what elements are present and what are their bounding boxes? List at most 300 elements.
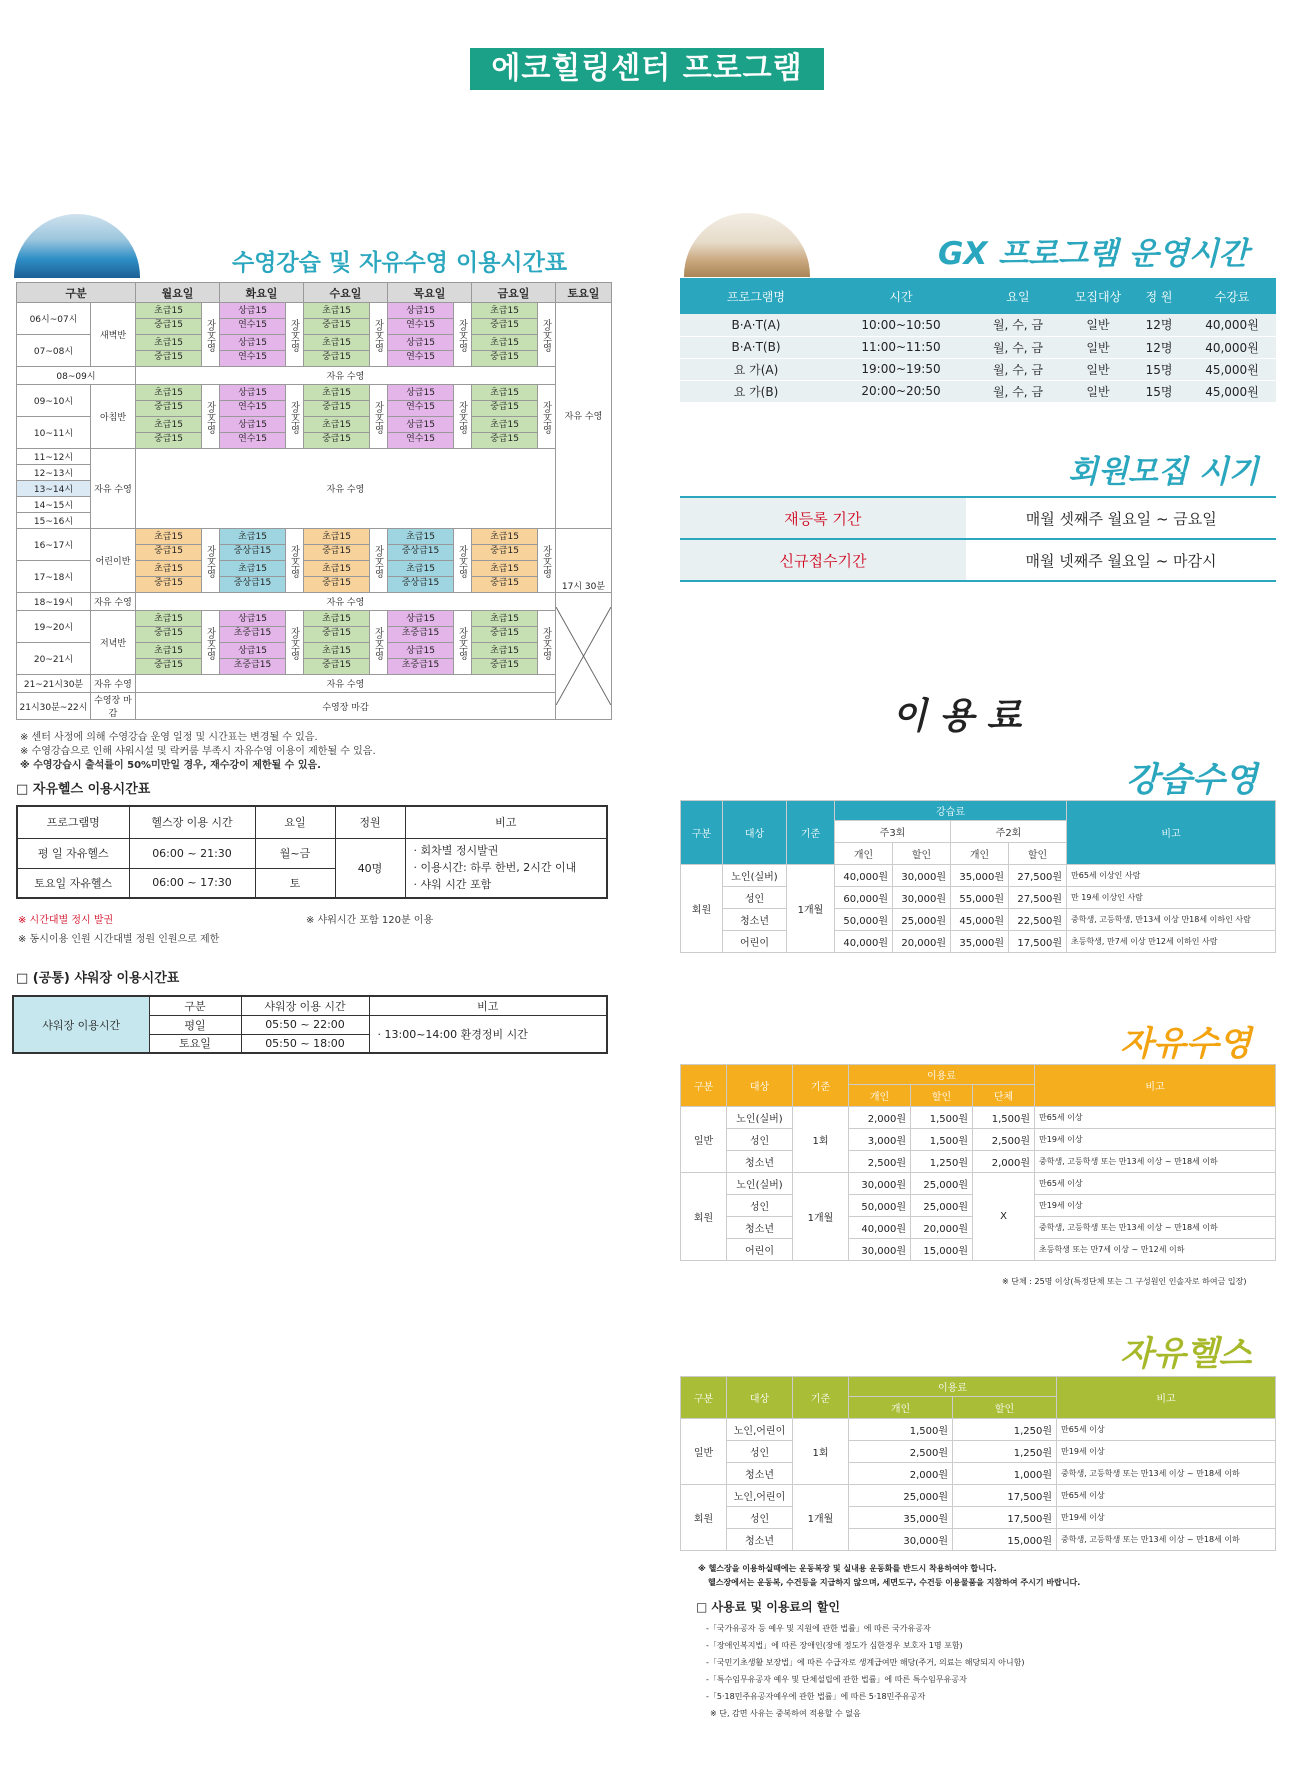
fee-note: 초등학생 또는 만7세 이상 ~ 만12세 이하 <box>1035 1239 1276 1261</box>
fee-note: 중학생, 고등학생 또는 만13세 이상 ~ 만18세 이하 <box>1057 1529 1276 1551</box>
fee-subhead: 할인 <box>1009 843 1067 865</box>
fee-head: 대상 <box>727 1377 793 1419</box>
fee-note: 초등학생, 만7세 이상 만12세 이하인 사람 <box>1067 931 1276 953</box>
free-swim-vertical: 자유수영 <box>286 303 304 367</box>
discount-item: -「특수임무유공자 예우 및 단체설립에 관한 법률」에 따른 특수임무유공자 <box>706 1675 967 1684</box>
health-head: 프로그램명 <box>17 806 129 838</box>
fee-target: 어린이 <box>723 931 787 953</box>
saturday-free-swim: 자유 수영 <box>556 303 612 529</box>
fee-note: 만65세 이상 <box>1057 1485 1276 1507</box>
freehealth-note: 헬스장에서는 운동복, 수건등을 지급하지 않으며, 세면도구, 수건등 이용물품을 지참하여 주시기 바랍니다. <box>708 1578 1081 1587</box>
fee-target: 어린이 <box>727 1239 793 1261</box>
fee-head: 기준 <box>793 1377 849 1419</box>
health-remark: · 회차별 정시발권 <box>413 844 499 858</box>
shower-label: 샤워장 이용시간 <box>13 996 149 1053</box>
swim-title: 수영강습 및 자유수영 이용시간표 <box>232 250 568 276</box>
gx-cell: 45,000원 <box>1188 380 1276 402</box>
lesson-level: 초급15 <box>490 646 519 656</box>
lesson-cell <box>388 303 454 335</box>
fee-note: 만19세 이상 <box>1035 1195 1276 1217</box>
discount-title: □ 사용료 및 이용료의 할인 <box>696 1600 840 1614</box>
lesson-level: 초급15 <box>154 306 183 316</box>
freehealth-title: 자유헬스 <box>1120 1334 1252 1374</box>
lesson-level: 연수15 <box>388 350 453 364</box>
lesson-level: 중급15 <box>136 400 201 414</box>
freeswim-title: 자유수영 <box>1120 1024 1252 1064</box>
saturday-end-time: 17시 30분 <box>556 529 612 593</box>
lesson-cell <box>220 529 286 561</box>
fee-amount: 20,000원 <box>893 931 951 953</box>
fee-target: 성인 <box>727 1507 793 1529</box>
lesson-level: 초중급15 <box>388 626 453 640</box>
gx-cell: 12명 <box>1130 314 1188 336</box>
lesson-fee-table <box>680 800 1276 953</box>
gx-cell: 월, 수, 금 <box>970 380 1066 402</box>
lesson-level: 초급15 <box>406 532 435 542</box>
lesson-cell <box>304 611 370 643</box>
lesson-level: 중급15 <box>304 432 369 446</box>
free-swim-vertical: 자유수영 <box>454 303 472 367</box>
fee-amount: 22,500원 <box>1009 909 1067 931</box>
pool-close-cell: 수영장 마감 <box>136 693 556 720</box>
lesson-cell <box>388 643 454 675</box>
lesson-level: 중급15 <box>136 432 201 446</box>
lesson-level: 중급15 <box>472 626 537 640</box>
fee-subhead: 개인 <box>849 1085 911 1107</box>
fee-group: 일반 <box>681 1107 727 1173</box>
lesson-cell <box>472 561 538 593</box>
fee-amount: 3,000원 <box>849 1129 911 1151</box>
fee-amount: 27,500원 <box>1009 887 1067 909</box>
class-group: 어린이반 <box>91 529 136 593</box>
swim-note: ※ 수영강습으로 인해 샤워시설 및 락커룸 부족시 자유수영 이용이 제한될 수 있음. <box>20 746 376 757</box>
lesson-level: 초급15 <box>322 646 351 656</box>
fee-amount: 30,000원 <box>893 865 951 887</box>
gx-cell: 20:00~20:50 <box>832 380 970 402</box>
fee-target: 성인 <box>727 1441 793 1463</box>
free-swim-vertical: 자유수영 <box>538 611 556 675</box>
fee-amount: 35,000원 <box>951 931 1009 953</box>
fee-amount: 40,000원 <box>849 1217 911 1239</box>
gx-head: 정 원 <box>1130 278 1188 314</box>
lesson-level: 초급15 <box>154 388 183 398</box>
fee-amount: 45,000원 <box>951 909 1009 931</box>
recruit-table <box>680 496 1276 582</box>
swim-note: ※ 수영강습시 출석률이 50%미만일 경우, 재수강이 제한될 수 있음. <box>20 760 321 771</box>
time-slot: 09~10시 <box>17 385 91 417</box>
lesson-cell <box>472 643 538 675</box>
swim-schedule-table <box>16 282 612 720</box>
lesson-level: 초급15 <box>238 564 267 574</box>
fee-group: 일반 <box>681 1419 727 1485</box>
health-cell: 06:00 ~ 17:30 <box>129 868 255 898</box>
health-head: 요일 <box>255 806 335 838</box>
gx-cell: 40,000원 <box>1188 314 1276 336</box>
fee-head: 이용료 <box>849 1377 1057 1397</box>
fee-target: 청소년 <box>727 1217 793 1239</box>
recruit-label: 재등록 기간 <box>680 497 966 539</box>
health-head: 헬스장 이용 시간 <box>129 806 255 838</box>
health-capacity: 40명 <box>335 838 405 898</box>
fee-na: X <box>973 1173 1035 1261</box>
lesson-cell <box>136 417 202 449</box>
time-slot: 20~21시 <box>17 643 91 675</box>
health-note: ※ 시간대별 정시 발권 <box>18 915 114 926</box>
fee-subhead: 단체 <box>973 1085 1035 1107</box>
gx-cell: 11:00~11:50 <box>832 336 970 358</box>
lesson-level: 중급15 <box>304 658 369 672</box>
schedule-head: 월요일 <box>136 283 220 303</box>
fee-head: 기준 <box>787 801 835 865</box>
fee-note: 만65세 이상 <box>1035 1173 1276 1195</box>
lesson-level: 연수15 <box>220 400 285 414</box>
lesson-cell <box>136 611 202 643</box>
lesson-level: 중급15 <box>304 544 369 558</box>
fee-amount: 35,000원 <box>849 1507 953 1529</box>
gx-head: 수강료 <box>1188 278 1276 314</box>
lesson-level: 초급15 <box>154 614 183 624</box>
lesson-cell <box>472 611 538 643</box>
time-slot: 06시~07시 <box>17 303 91 335</box>
gx-cell: 15명 <box>1130 358 1188 380</box>
gx-cell: 45,000원 <box>1188 358 1276 380</box>
page-title: 에코힐링센터 프로그램 <box>470 48 824 90</box>
schedule-head: 수요일 <box>304 283 388 303</box>
lesson-cell <box>304 335 370 367</box>
schedule-head: 화요일 <box>220 283 304 303</box>
shower-remark: · 13:00~14:00 환경정비 시간 <box>369 1015 607 1053</box>
free-swim-vertical: 자유수영 <box>454 385 472 449</box>
swim-note: ※ 센터 사정에 의해 수영강습 운영 일정 및 시간표는 변경될 수 있음. <box>20 732 318 743</box>
shower-cell: 평일 <box>149 1015 241 1034</box>
fee-amount: 17,500원 <box>953 1485 1057 1507</box>
lesson-cell <box>136 561 202 593</box>
lesson-cell <box>388 561 454 593</box>
lesson-level: 초급15 <box>322 388 351 398</box>
fee-amount: 1,500원 <box>849 1419 953 1441</box>
lesson-level: 초급15 <box>490 532 519 542</box>
fee-amount: 50,000원 <box>849 1195 911 1217</box>
class-group: 저녁반 <box>91 611 136 675</box>
gx-cell: 월, 수, 금 <box>970 314 1066 336</box>
lesson-cell <box>304 303 370 335</box>
discount-item: -「국민기초생활 보장법」에 따른 수급자로 생계급여만 해당(주거, 의료는 해당되지 아니함) <box>706 1658 1025 1667</box>
gx-head: 프로그램명 <box>680 278 832 314</box>
fee-head: 비고 <box>1067 801 1276 865</box>
lesson-level: 중급15 <box>472 400 537 414</box>
gx-photo <box>684 213 810 277</box>
lesson-level: 중급15 <box>472 576 537 590</box>
shower-head: 구분 <box>149 996 241 1015</box>
lesson-title: 강습수영 <box>1126 760 1258 800</box>
lesson-level: 초급15 <box>322 338 351 348</box>
fee-target: 청소년 <box>727 1463 793 1485</box>
lesson-level: 중급15 <box>472 318 537 332</box>
fee-amount: 1,500원 <box>911 1107 973 1129</box>
health-cell: 평 일 자유헬스 <box>17 838 129 868</box>
fee-amount: 30,000원 <box>893 887 951 909</box>
freeswim-fee-table <box>680 1064 1276 1261</box>
fee-amount: 15,000원 <box>953 1529 1057 1551</box>
lesson-level: 상급15 <box>238 306 267 316</box>
class-group: 자유 수영 <box>91 449 136 529</box>
fee-amount: 25,000원 <box>911 1173 973 1195</box>
fee-head: 대상 <box>723 801 787 865</box>
class-group: 새벽반 <box>91 303 136 367</box>
lesson-level: 연수15 <box>388 432 453 446</box>
class-group: 자유 수영 <box>91 593 136 611</box>
fee-amount: 30,000원 <box>849 1239 911 1261</box>
gx-head: 모집대상 <box>1066 278 1130 314</box>
fee-note: 만19세 이상 <box>1057 1507 1276 1529</box>
lesson-level: 상급15 <box>238 614 267 624</box>
free-swim-vertical: 자유수영 <box>454 611 472 675</box>
health-remark: · 샤워 시간 포함 <box>413 878 492 892</box>
lesson-cell <box>304 385 370 417</box>
fee-amount: 35,000원 <box>951 865 1009 887</box>
fee-subhead: 개인 <box>951 843 1009 865</box>
lesson-level: 초급15 <box>490 614 519 624</box>
schedule-head: 금요일 <box>472 283 556 303</box>
lesson-level: 상급15 <box>238 338 267 348</box>
free-swim-vertical: 자유수영 <box>538 529 556 593</box>
gx-cell: 일반 <box>1066 336 1130 358</box>
fees-title: 이 용 료 <box>892 696 1022 737</box>
closed-cross <box>556 593 612 720</box>
lesson-level: 초급15 <box>322 420 351 430</box>
schedule-head: 구분 <box>17 283 136 303</box>
lesson-level: 상급15 <box>406 388 435 398</box>
lesson-level: 초급15 <box>322 532 351 542</box>
health-cell: 06:00 ~ 21:30 <box>129 838 255 868</box>
free-swim-vertical: 자유수영 <box>286 385 304 449</box>
recruit-title: 회원모집 시기 <box>1068 454 1259 490</box>
lesson-level: 초급15 <box>322 614 351 624</box>
fee-amount: 55,000원 <box>951 887 1009 909</box>
fee-amount: 2,500원 <box>849 1441 953 1463</box>
fee-note: 만19세 이상 <box>1035 1129 1276 1151</box>
free-swim-vertical: 자유수영 <box>202 303 220 367</box>
lesson-level: 중급15 <box>304 400 369 414</box>
lesson-level: 초중급15 <box>388 658 453 672</box>
freehealth-notes <box>698 1562 1080 1590</box>
lesson-cell <box>136 529 202 561</box>
fee-amount: 2,000원 <box>849 1107 911 1129</box>
freehealth-fee-table <box>680 1376 1276 1551</box>
lesson-level: 중상급15 <box>220 576 285 590</box>
fee-amount: 2,000원 <box>849 1463 953 1485</box>
lesson-cell <box>304 561 370 593</box>
fee-subhead: 개인 <box>849 1397 953 1419</box>
free-swim-vertical: 자유수영 <box>370 611 388 675</box>
fee-amount: 2,500원 <box>849 1151 911 1173</box>
lesson-level: 초급15 <box>154 532 183 542</box>
fee-note: 만65세 이상인 사람 <box>1067 865 1276 887</box>
fee-amount: 30,000원 <box>849 1173 911 1195</box>
lesson-level: 중급15 <box>136 350 201 364</box>
lesson-level: 중급15 <box>472 350 537 364</box>
lesson-cell <box>304 417 370 449</box>
free-swim-vertical: 자유수영 <box>286 611 304 675</box>
fee-head: 기준 <box>793 1065 849 1107</box>
class-group: 수영장 마감 <box>91 693 136 720</box>
free-swim-cell: 자유 수영 <box>136 675 556 693</box>
fee-amount: 2,000원 <box>973 1151 1035 1173</box>
time-slot: 17~18시 <box>17 561 91 593</box>
lesson-cell <box>472 335 538 367</box>
lesson-level: 상급15 <box>238 646 267 656</box>
fee-target: 성인 <box>727 1129 793 1151</box>
gx-cell: 일반 <box>1066 380 1130 402</box>
fee-note: 중학생, 고등학생 또는 만13세 이상 ~ 만18세 이하 <box>1035 1217 1276 1239</box>
discount-item: -「5·18민주유공자예우에 관한 법률」에 따른 5·18민주유공자 <box>706 1692 926 1701</box>
lesson-cell <box>472 385 538 417</box>
discount-item: -「국가유공자 등 예우 및 지원에 관한 법률」에 따른 국가유공자 <box>706 1624 931 1633</box>
lesson-cell <box>220 335 286 367</box>
gx-cell: B·A·T(A) <box>680 314 832 336</box>
free-swim-vertical: 자유수영 <box>538 385 556 449</box>
gx-table <box>680 278 1276 403</box>
lesson-cell <box>136 335 202 367</box>
lesson-level: 중급15 <box>304 350 369 364</box>
lesson-level: 초급15 <box>490 564 519 574</box>
fee-target: 청소년 <box>727 1151 793 1173</box>
lesson-level: 연수15 <box>220 432 285 446</box>
fee-amount: 1,500원 <box>973 1107 1035 1129</box>
fee-target: 노인,어린이 <box>727 1485 793 1507</box>
fee-amount: 30,000원 <box>849 1529 953 1551</box>
shower-head: 샤워장 이용 시간 <box>241 996 369 1015</box>
lesson-level: 초급15 <box>406 564 435 574</box>
time-slot: 21~21시30분 <box>17 675 91 693</box>
fee-basis: 1개월 <box>787 865 835 953</box>
gx-cell: 월, 수, 금 <box>970 358 1066 380</box>
lesson-level: 중급15 <box>304 626 369 640</box>
fee-amount: 60,000원 <box>835 887 893 909</box>
lesson-cell <box>136 385 202 417</box>
fee-amount: 25,000원 <box>849 1485 953 1507</box>
time-slot: 11~12시 <box>17 449 91 465</box>
free-swim-cell: 자유 수영 <box>136 367 556 385</box>
free-swim-vertical: 자유수영 <box>286 529 304 593</box>
schedule-head: 목요일 <box>388 283 472 303</box>
gx-cell: 요 가(A) <box>680 358 832 380</box>
health-head: 정원 <box>335 806 405 838</box>
gx-cell: 19:00~19:50 <box>832 358 970 380</box>
lesson-cell <box>304 529 370 561</box>
gx-cell: 월, 수, 금 <box>970 336 1066 358</box>
fee-note: 만65세 이상 <box>1035 1107 1276 1129</box>
shower-cell: 05:50 ~ 22:00 <box>241 1015 369 1034</box>
lesson-cell <box>136 643 202 675</box>
time-slot: 18~19시 <box>17 593 91 611</box>
lesson-level: 중급15 <box>136 544 201 558</box>
fee-subhead: 주2회 <box>951 821 1067 843</box>
lesson-level: 중상급15 <box>388 544 453 558</box>
time-slot: 15~16시 <box>17 513 91 529</box>
lesson-cell <box>220 611 286 643</box>
time-slot: 16~17시 <box>17 529 91 561</box>
fee-note: 중학생, 고등학생 또는 만13세 이상 ~ 만18세 이하 <box>1035 1151 1276 1173</box>
lesson-level: 중상급15 <box>220 544 285 558</box>
fee-amount: 50,000원 <box>835 909 893 931</box>
lesson-cell <box>388 385 454 417</box>
free-swim-vertical: 자유수영 <box>370 303 388 367</box>
fee-note: 만19세 이상 <box>1057 1441 1276 1463</box>
lesson-level: 중급15 <box>136 658 201 672</box>
lesson-level: 초급15 <box>238 532 267 542</box>
lesson-cell <box>472 417 538 449</box>
fee-amount: 25,000원 <box>911 1195 973 1217</box>
lesson-level: 중급15 <box>304 318 369 332</box>
gx-cell: 요 가(B) <box>680 380 832 402</box>
gx-title: GX 프로그램 운영시간 <box>938 236 1249 272</box>
gx-cell: 15명 <box>1130 380 1188 402</box>
fee-target: 노인(실버) <box>727 1107 793 1129</box>
lesson-cell <box>388 611 454 643</box>
fee-note: 만 19세 이상인 사람 <box>1067 887 1276 909</box>
fee-amount: 1,000원 <box>953 1463 1057 1485</box>
lesson-cell <box>472 529 538 561</box>
fee-head: 구분 <box>681 1065 727 1107</box>
fee-subhead: 개인 <box>835 843 893 865</box>
lesson-cell <box>304 643 370 675</box>
time-slot: 19~20시 <box>17 611 91 643</box>
lesson-level: 초급15 <box>322 306 351 316</box>
gx-cell: 40,000원 <box>1188 336 1276 358</box>
schedule-head: 토요일 <box>556 283 612 303</box>
fee-head: 구분 <box>681 1377 727 1419</box>
table-row <box>680 380 1276 402</box>
free-swim-vertical: 자유수영 <box>454 529 472 593</box>
lesson-level: 중급15 <box>472 658 537 672</box>
lesson-level: 초급15 <box>154 420 183 430</box>
shower-table <box>12 995 608 1054</box>
shower-title: □ (공통) 샤워장 이용시간표 <box>16 971 180 986</box>
free-swim-vertical: 자유수영 <box>202 611 220 675</box>
gx-cell: 일반 <box>1066 314 1130 336</box>
fee-group: 회원 <box>681 865 723 953</box>
fee-target: 노인(실버) <box>727 1173 793 1195</box>
fee-basis: 1회 <box>793 1419 849 1485</box>
fee-target: 청소년 <box>723 909 787 931</box>
fee-amount: 15,000원 <box>911 1239 973 1261</box>
health-cell: 월~금 <box>255 838 335 868</box>
lesson-cell <box>220 561 286 593</box>
lesson-level: 상급15 <box>406 306 435 316</box>
lesson-level: 중급15 <box>136 318 201 332</box>
gx-head: 시간 <box>832 278 970 314</box>
lesson-level: 초급15 <box>154 646 183 656</box>
fee-target: 성인 <box>723 887 787 909</box>
fee-head: 비고 <box>1035 1065 1276 1107</box>
fee-note: 만65세 이상 <box>1057 1419 1276 1441</box>
gx-cell: 일반 <box>1066 358 1130 380</box>
lesson-cell <box>220 417 286 449</box>
lesson-cell <box>388 417 454 449</box>
lesson-level: 상급15 <box>406 614 435 624</box>
fee-basis: 1회 <box>793 1107 849 1173</box>
lesson-level: 상급15 <box>238 388 267 398</box>
lesson-cell <box>220 385 286 417</box>
free-swim-vertical: 자유수영 <box>202 529 220 593</box>
lesson-level: 초급15 <box>490 420 519 430</box>
fee-target: 노인(실버) <box>723 865 787 887</box>
pool-photo <box>14 214 140 278</box>
freeswim-note: ※ 단체 : 25명 이상(특정단체 또는 그 구성원인 인솔자로 하여금 입장) <box>1002 1277 1247 1286</box>
health-title: □ 자유헬스 이용시간표 <box>16 782 151 797</box>
discount-item: -「장애인복지법」에 따른 장애인(장애 정도가 심한경우 보호자 1명 포함) <box>706 1641 963 1650</box>
